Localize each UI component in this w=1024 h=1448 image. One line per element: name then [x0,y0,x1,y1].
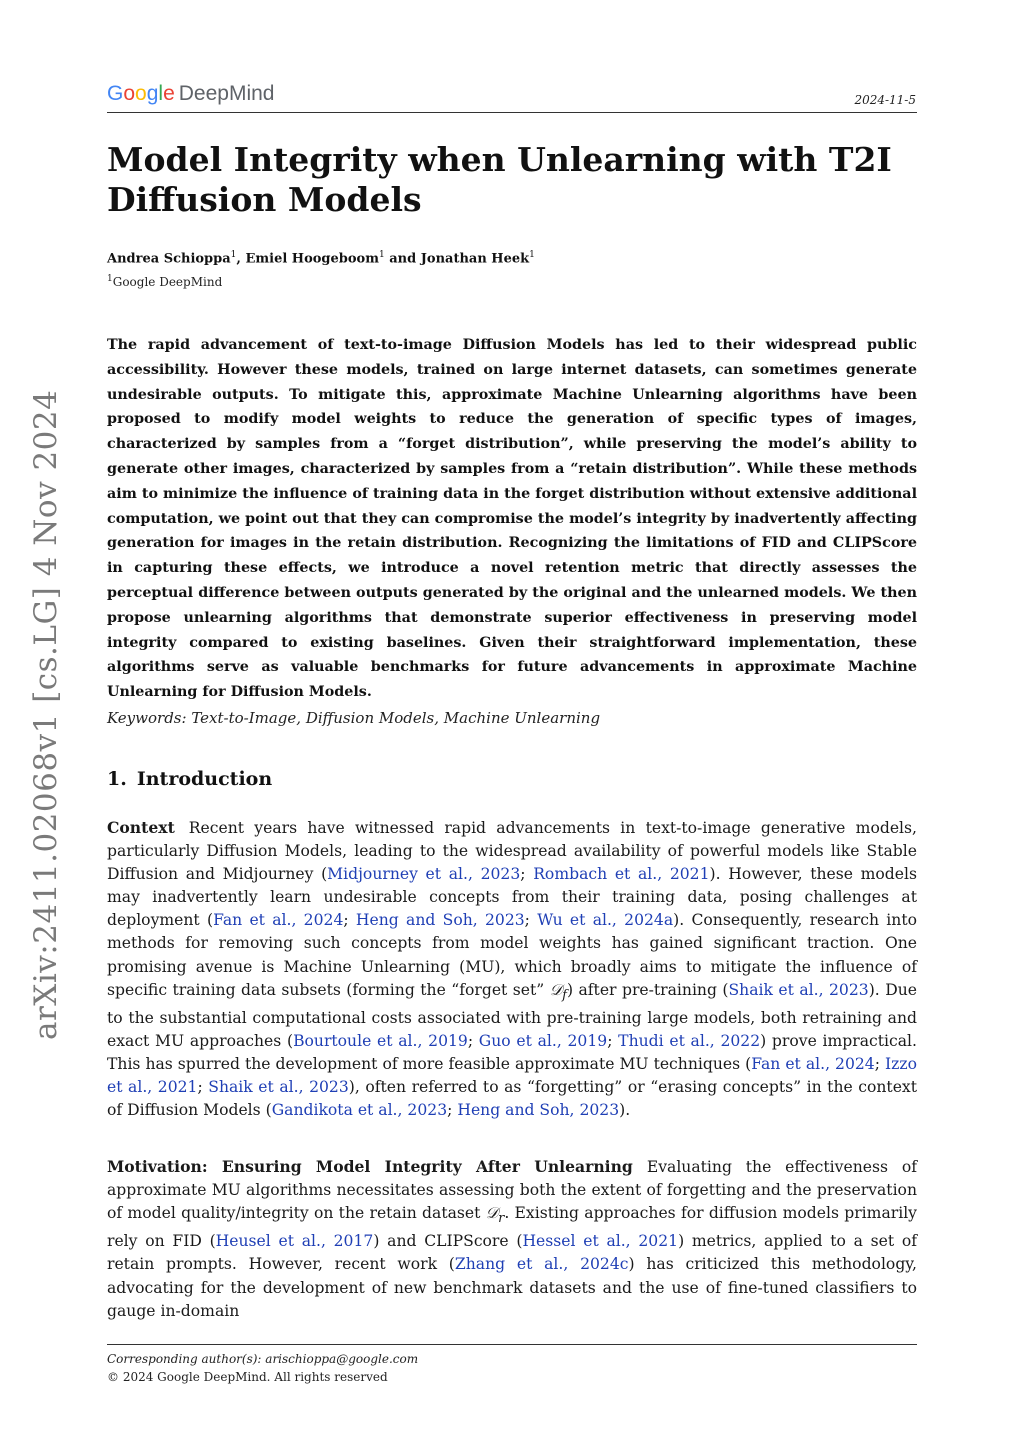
paragraph-text: ; [447,1101,458,1120]
affiliation-name: Google DeepMind [112,275,223,289]
math-symbol: 𝒟 [549,980,563,999]
paragraph-text: ). Due to the substantial computational costs associated with pre-training large models, both retraining and exact MU approaches ( [107,980,917,1050]
affiliation [107,274,222,289]
motivation-paragraph [107,1155,917,1323]
paragraph-text: ), often referred to as “forgetting” or “erasing concepts” in the context of Diffusion Models ( [107,1078,917,1120]
citation-link[interactable]: Fan et al., 2024 [751,1055,875,1074]
affiliation-mark: 1 [107,274,113,284]
section-number: 1. [107,768,127,790]
citation-link[interactable]: Shaik et al., 2023 [728,980,869,999]
arxiv-sidebar-id: arXiv:2411.02068v1 [cs.LG] 4 Nov 2024 [28,389,64,1040]
author-separator: , [236,251,246,267]
citation-link[interactable]: Heusel et al., 2017 [215,1232,374,1251]
logo-google-text: Google [107,82,175,105]
paper-date: 2024-11-5 [854,93,916,107]
paragraph-text: ) has criticized this methodology, advocating for the development of new benchmark datasets and the use of fine-tuned classifiers to gauge in-domain [107,1255,917,1320]
paragraph-text: ; [874,1055,885,1074]
citation-link[interactable]: Heng and Soh, 2023 [355,911,525,930]
header-rule [107,112,917,113]
paper-title: Model Integrity when Unlearning with T2I Diffusion Models [107,140,892,219]
paragraph-text: ) and CLIPScore ( [373,1232,523,1251]
citation-link[interactable]: Guo et al., 2019 [478,1031,608,1050]
paragraph-text: . Existing approaches for diffusion models primarily rely on FID ( [107,1204,917,1251]
math-forget-set [549,980,567,1003]
paragraph-text: Recent years have witnessed rapid advancements in text-to-image generative models, particularly Diffusion Models, leading to the widespread availability of powerful models like Stable Diffusion and Midjourney ( [107,819,917,884]
author-affiliation-mark: 1 [529,250,535,260]
citation-link[interactable]: Zhang et al., 2024c [454,1255,629,1274]
citation-link[interactable]: Gandikota et al., 2023 [271,1101,448,1120]
section-title: Introduction [136,768,273,790]
citation-link[interactable]: Hessel et al., 2021 [522,1232,679,1251]
citation-link[interactable]: Midjourney et al., 2023 [327,865,521,884]
corresponding-author: Corresponding author(s): arischioppa@google.com [107,1352,419,1366]
citation-link[interactable]: Rombach et al., 2021 [533,865,710,884]
author-name: Andrea Schioppa [107,251,231,267]
section-heading [107,768,272,790]
paragraph-text: ; [607,1031,619,1050]
paragraph-text: ). However, these models may inadvertently learn undesirable concepts from their training data, posing challenges at deployment ( [107,865,917,930]
paragraph-text: ; [467,1031,479,1050]
context-paragraph [107,816,917,1122]
google-deepmind-logo [107,82,275,106]
copyright-notice: © 2024 Google DeepMind. All rights reserved [107,1370,388,1384]
paragraph-lead: Context [107,818,175,837]
citation-link[interactable]: Fan et al., 2024 [213,911,344,930]
math-symbol: 𝒟 [485,1204,499,1223]
paragraph-text: ) prove impractical. This has spurred the development of more feasible approximate MU techniques ( [107,1031,917,1074]
paragraph-text: ; [343,911,356,930]
logo-deepmind-text: DeepMind [178,82,275,105]
author-affiliation-mark: 1 [378,250,385,260]
paragraph-text: ) metrics, applied to a set of retain prompts. However, recent work ( [107,1232,917,1274]
math-retain-set [485,1204,505,1227]
footer-rule [107,1344,917,1345]
paragraph-text: ; [197,1078,209,1097]
keywords: Keywords: Text-to-Image, Diffusion Models, Machine Unlearning [107,709,601,727]
citation-link[interactable]: Shaik et al., 2023 [208,1078,349,1097]
paragraph-text: ). Consequently, research into methods for removing such concepts from model weights has gained significant traction. One promising avenue is Machine Unlearning (MU), which broadly aims to mitigate the influence of specific training data subsets (forming the “forget set” [107,911,917,999]
citation-link[interactable]: Wu et al., 2024a [537,911,674,930]
math-subscript: f [562,987,567,1003]
citation-link[interactable]: Thudi et al., 2022 [618,1031,761,1050]
author-name: Emiel Hoogeboom [245,251,379,267]
paragraph-text: ) after pre-training ( [566,980,729,999]
citation-link[interactable]: Heng and Soh, 2023 [457,1101,620,1120]
paragraph-lead: Motivation: Ensuring Model Integrity After Unlearning [107,1157,633,1176]
abstract: The rapid advancement of text-to-image Diffusion Models has led to their widespread public accessibility. However these models, trained on large internet datasets, can sometimes generate undesirable outputs. To mitigate this, approximate Machine Unlearning algorithms have been proposed to modify model weights to reduce the generation of specific types of images, characterized by samples from a “forget distribution”, while preserving the model’s ability to generate other images, characterized by samples from a “retain distribution”. While these methods aim to minimize the influence of training data in the forget distribution without extensive additional computation, we point out that they can compromise the model’s integrity by inadvertently affecting generation for images in the retain distribution. Recognizing the limitations of FID and CLIPScore in capturing these effects, we introduce a novel retention metric that directly assesses the perceptual difference between outputs generated by the original and the unlearned models. We then propose unlearning algorithms that demonstrate superior effectiveness in preserving model integrity compared to existing baselines. Given their straightforward implementation, these algorithms serve as valuable benchmarks for future advancements in approximate Machine Unlearning for Diffusion Models. [107,337,917,701]
citation-link[interactable]: Bourtoule et al., 2019 [293,1031,468,1050]
paragraph-text: ; [524,911,538,930]
paragraph-text: ). [619,1101,631,1120]
paragraph-text: Evaluating the effectiveness of approximate MU algorithms necessitates assessing both the extent of forgetting and the preservation of model quality/integrity on the retain dataset [107,1158,917,1223]
math-subscript: r [498,1211,505,1227]
citation-link[interactable]: Izzo et al., 2021 [107,1055,917,1097]
author-list [107,250,535,266]
author-affiliation-mark: 1 [230,250,237,260]
paragraph-text: ; [520,865,534,884]
author-name: Jonathan Heek [420,251,530,267]
author-separator: and [384,251,421,267]
